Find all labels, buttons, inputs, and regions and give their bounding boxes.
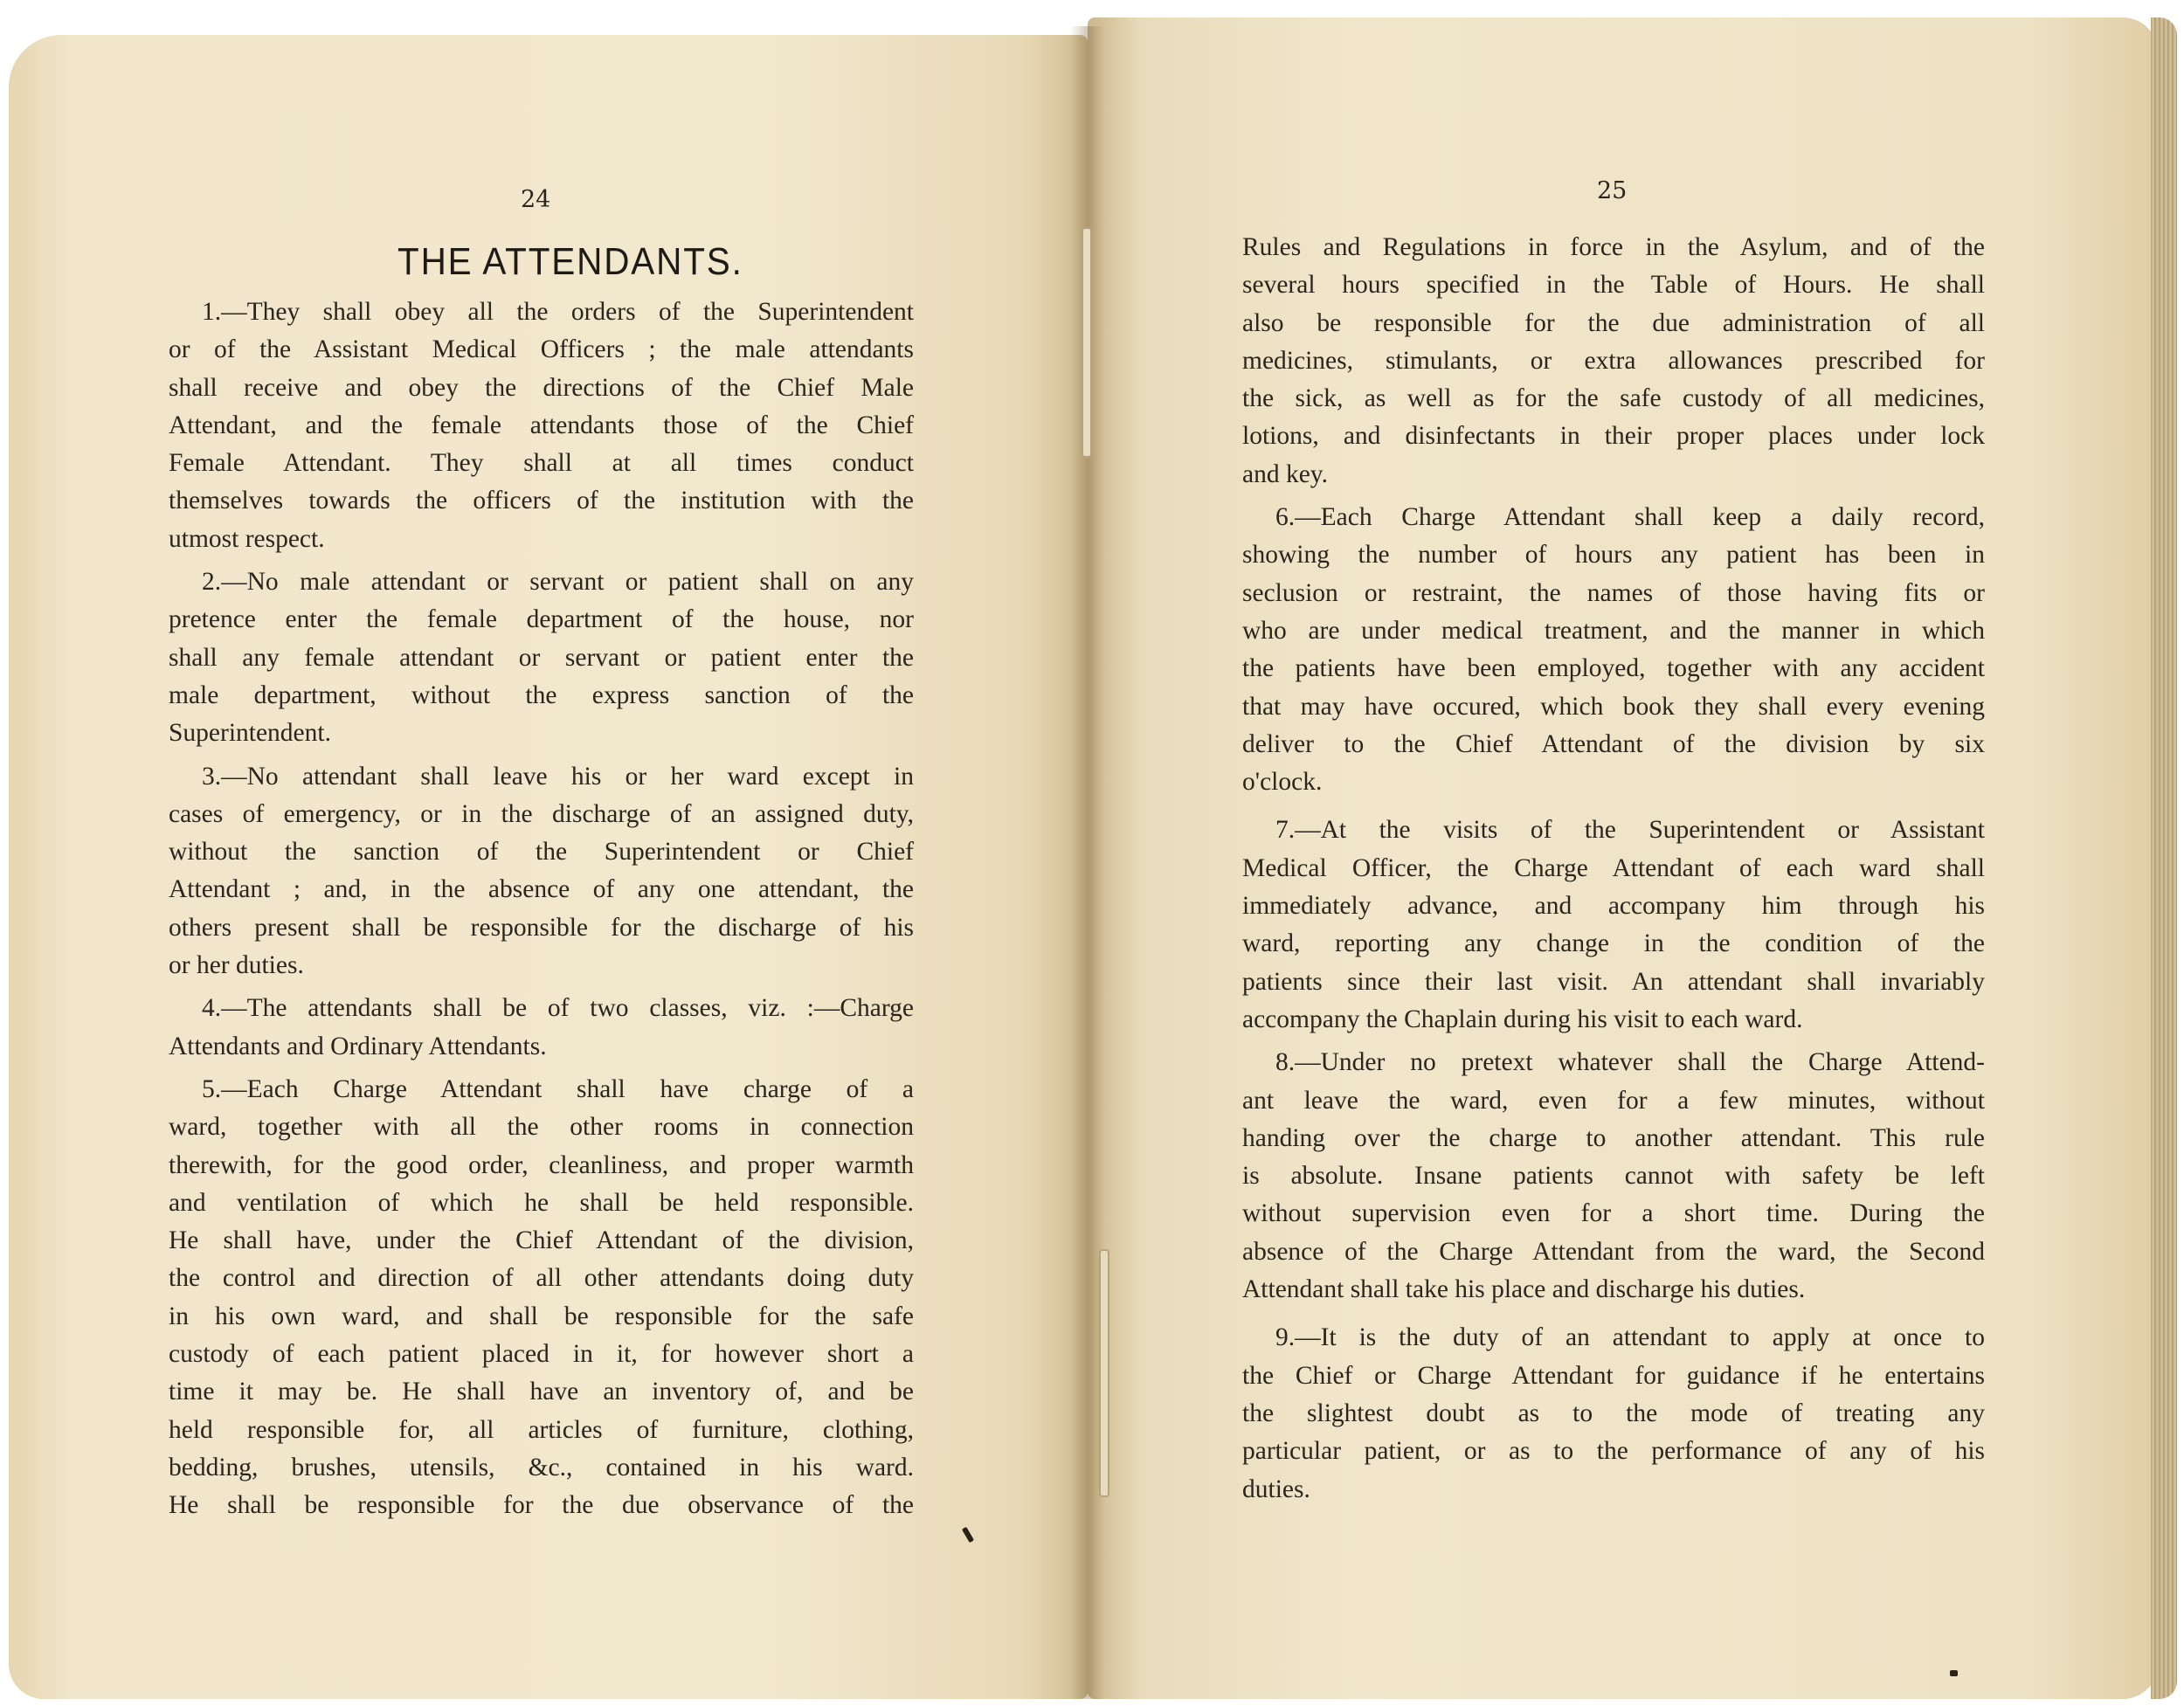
text-line: Attendant shall take his place and discharge his duties.	[1242, 1275, 1806, 1304]
text-line: showing the number of hours any patient has been in	[1242, 541, 1985, 570]
text-line: also be responsible for the due administration of all	[1242, 308, 1985, 337]
text-line: 9.—It is the duty of an attendant to apply at once to	[1275, 1323, 1985, 1352]
text-line: or of the Assistant Medical Officers ; the male attendants	[169, 335, 914, 364]
text-line: 7.—At the visits of the Superintendent or Assistant	[1275, 816, 1985, 845]
binding-stitch-lower	[1099, 1249, 1109, 1497]
text-line: 4.—The attendants shall be of two classes, viz. :—Charge	[202, 994, 914, 1023]
text-line: the sick, as well as for the safe custody of all medicines,	[1242, 384, 1985, 413]
text-line: patients since their last visit. An attendant shall invariably	[1242, 967, 1985, 996]
text-line: that may have occured, which book they shall every evening	[1242, 692, 1985, 721]
text-line: 3.—No attendant shall leave his or her ward except in	[202, 762, 914, 791]
text-line: and key.	[1242, 459, 1329, 488]
left-page-number: 24	[521, 186, 551, 213]
text-line: Attendant ; and, in the absence of any one attendant, the	[169, 875, 914, 904]
text-line: absence of the Charge Attendant from the ward, the Second	[1242, 1237, 1985, 1266]
text-line: 8.—Under no pretext whatever shall the Charge Attend-	[1275, 1048, 1985, 1077]
text-line: held responsible for, all articles of furniture, clothing,	[169, 1415, 914, 1444]
text-line: particular patient, or as to the performance of any of his	[1242, 1437, 1985, 1466]
text-line: ant leave the ward, even for a few minutes, without	[1242, 1086, 1985, 1115]
text-line: bedding, brushes, utensils, &c., contained in his ward.	[169, 1453, 914, 1482]
text-line: themselves towards the officers of the institution with the	[169, 487, 914, 515]
text-line: He shall be responsible for the due observance of the	[169, 1491, 914, 1520]
binding-stitch-upper	[1082, 227, 1092, 458]
text-line: shall receive and obey the directions of the Chief Male	[169, 373, 914, 402]
text-line: pretence enter the female department of the house, nor	[169, 605, 914, 634]
text-line: without supervision even for a short time. During the	[1242, 1199, 1985, 1228]
text-line: lotions, and disinfectants in their proper places under lock	[1242, 422, 1985, 451]
text-line: cases of emergency, or in the discharge of an assigned duty,	[169, 799, 914, 828]
text-line: Female Attendant. They shall at all times conduct	[169, 449, 914, 478]
text-line: or her duties.	[169, 951, 304, 980]
text-line: Rules and Regulations in force in the Asylum, and of the	[1242, 233, 1985, 261]
text-line: without the sanction of the Superintendent or Chief	[169, 838, 914, 867]
text-line: He shall have, under the Chief Attendant of the division,	[169, 1226, 914, 1255]
text-line: ward, reporting any change in the condition of the	[1242, 929, 1985, 958]
text-line: Attendant, and the female attendants those of the Chief	[169, 411, 914, 439]
text-line: ward, together with all the other rooms in connection	[169, 1113, 914, 1142]
text-line: immediately advance, and accompany him through his	[1242, 892, 1985, 921]
text-line: shall any female attendant or servant or patient enter the	[169, 643, 914, 672]
text-line: therewith, for the good order, cleanliness, and proper warmth	[169, 1150, 914, 1179]
text-line: time it may be. He shall have an inventory of, and be	[169, 1378, 914, 1406]
text-line: 6.—Each Charge Attendant shall keep a daily record,	[1275, 503, 1985, 532]
text-line: deliver to the Chief Attendant of the division by six	[1242, 729, 1985, 758]
text-line: and ventilation of which he shall be held responsible.	[169, 1188, 914, 1217]
text-line: Medical Officer, the Charge Attendant of each ward shall	[1242, 853, 1985, 882]
text-line: 1.—They shall obey all the orders of the Superintendent	[202, 298, 914, 326]
text-line: o'clock.	[1242, 768, 1323, 797]
section-title: THE ATTENDANTS.	[397, 240, 743, 283]
ink-mark	[1950, 1670, 1958, 1676]
text-line: the slightest doubt as to the mode of treating any	[1242, 1399, 1985, 1427]
right-page-body	[1242, 229, 1985, 1509]
text-line: Superintendent.	[169, 719, 331, 748]
text-line: male department, without the express sanction of the	[169, 680, 914, 709]
text-line: medicines, stimulants, or extra allowances prescribed for	[1242, 346, 1985, 375]
text-line: 5.—Each Charge Attendant shall have charge of a	[202, 1074, 914, 1103]
text-line: seclusion or restraint, the names of those having fits or	[1242, 578, 1985, 607]
page-edges	[2151, 17, 2177, 1699]
text-line: Attendants and Ordinary Attendants.	[169, 1032, 547, 1060]
text-line: several hours specified in the Table of Hours. He shall	[1242, 271, 1985, 300]
text-line: handing over the charge to another attendant. This rule	[1242, 1123, 1985, 1152]
left-page-body	[169, 294, 914, 1525]
text-line: the Chief or Charge Attendant for guidance if he entertains	[1242, 1361, 1985, 1390]
right-page-number: 25	[1597, 177, 1628, 204]
text-line: who are under medical treatment, and the manner in which	[1242, 616, 1985, 645]
text-line: accompany the Chaplain during his visit to each ward.	[1242, 1005, 1803, 1033]
text-line: custody of each patient placed in it, for however short a	[169, 1340, 914, 1369]
text-line: duties.	[1242, 1475, 1310, 1503]
text-line: the patients have been employed, together with any accident	[1242, 654, 1985, 683]
text-line: others present shall be responsible for the discharge of his	[169, 913, 914, 942]
text-line: utmost respect.	[169, 524, 325, 553]
text-line: 2.—No male attendant or servant or patient shall on any	[202, 568, 914, 597]
text-line: the control and direction of all other attendants doing duty	[169, 1264, 914, 1293]
text-line: in his own ward, and shall be responsible for the safe	[169, 1302, 914, 1330]
text-line: is absolute. Insane patients cannot with safety be left	[1242, 1162, 1985, 1191]
